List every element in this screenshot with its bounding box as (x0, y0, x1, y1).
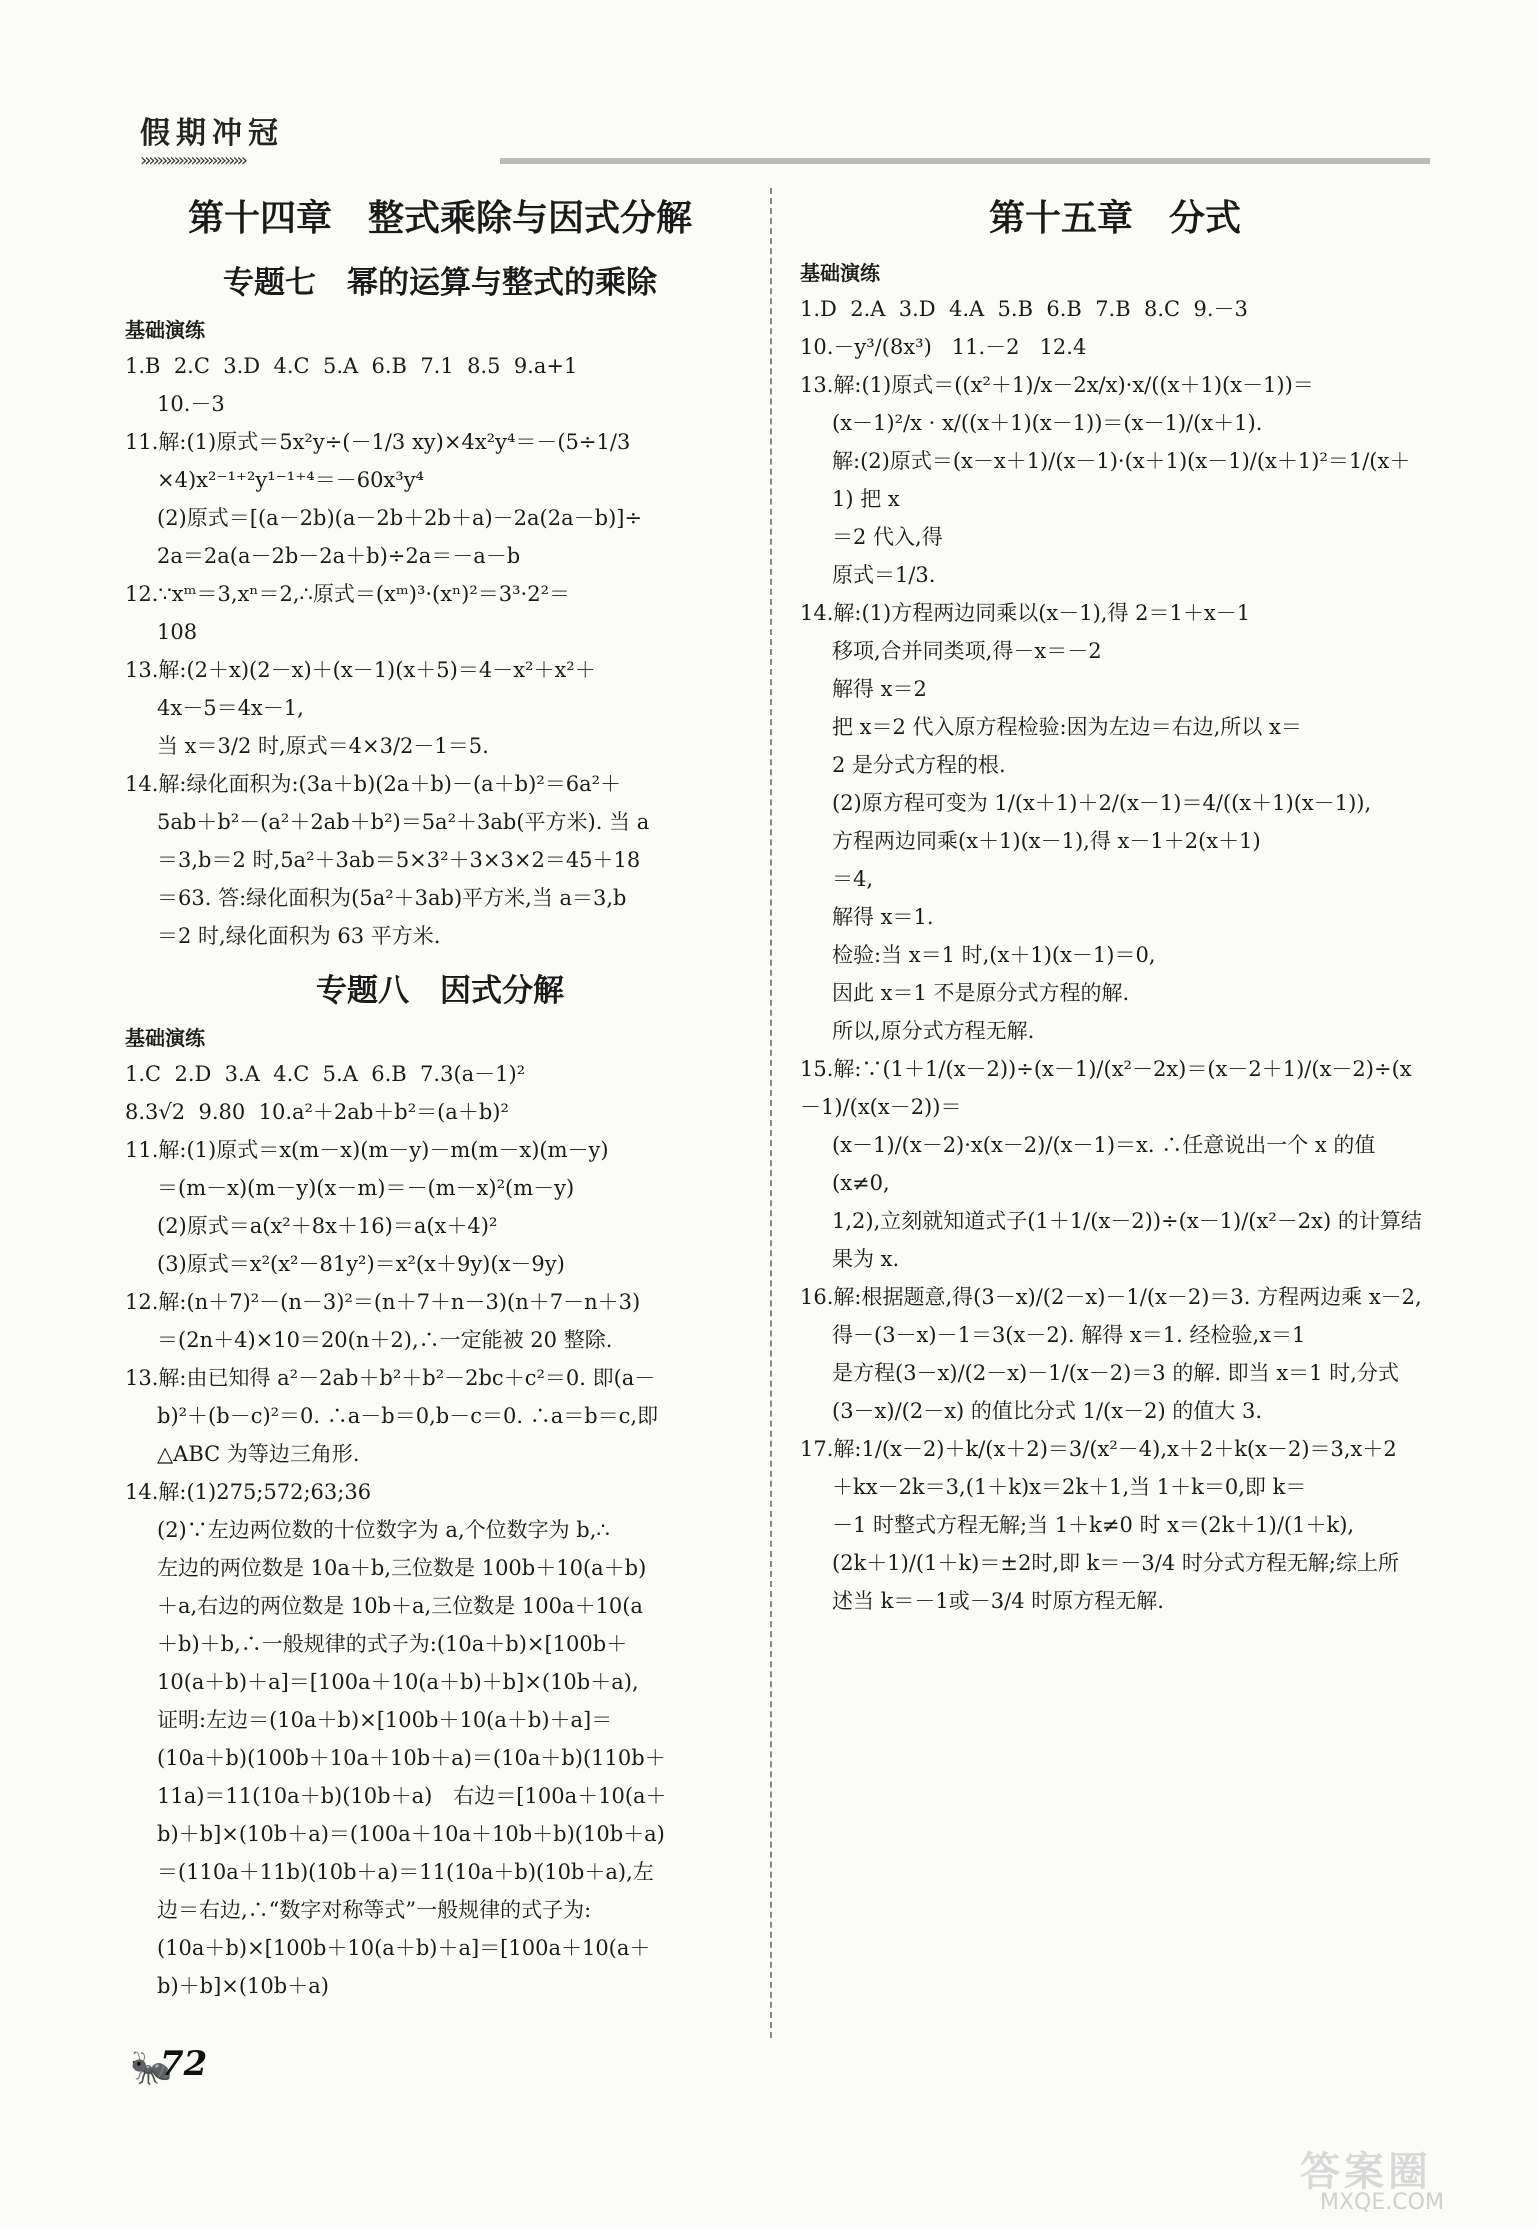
topic-8-section-label: 基础演练 (125, 1026, 205, 1050)
answer-line: 14.解:绿化面积为:(3a＋b)(2a＋b)－(a＋b)²＝6a²＋ (125, 772, 622, 796)
answer-line: 移项,合并同类项,得－x＝－2 (832, 639, 1102, 663)
answer-line: ＋a,右边的两位数是 10b＋a,三位数是 100a＋10(a (157, 1594, 643, 1618)
answer-line: 11a)＝11(10a＋b)(10b＋a) 右边＝[100a＋10(a＋ (157, 1784, 667, 1808)
answer-line: 1.D 2.A 3.D 4.A 5.B 6.B 7.B 8.C 9.－3 (800, 297, 1248, 321)
answer-line: 11.解:(1)原式＝5x²y÷(－1/3 xy)×4x²y⁴＝－(5÷1/3 (125, 430, 631, 454)
answer-line: (3－x)/(2－x) 的值比分式 1/(x－2) 的值大 3. (832, 1399, 1263, 1423)
answer-line: 108 (157, 620, 198, 644)
answer-line: b)＋b]×(10b＋a)＝(100a＋10a＋10b＋b)(10b＋a) (157, 1822, 665, 1846)
answer-line: 13.解:(2＋x)(2－x)＋(x－1)(x＋5)＝4－x²＋x²＋ (125, 658, 596, 682)
answer-line: 14.解:(1)275;572;63;36 (125, 1480, 372, 1504)
answer-line: 所以,原分式方程无解. (832, 1019, 1035, 1043)
answer-line: ＝2 时,绿化面积为 63 平方米. (157, 924, 441, 948)
answer-line: ＝(2n＋4)×10＝20(n＋2),∴一定能被 20 整除. (157, 1328, 613, 1352)
answer-line: ＝(m－x)(m－y)(x－m)＝－(m－x)²(m－y) (157, 1176, 575, 1200)
page-number-badge (130, 2038, 220, 2098)
answer-line: 检验:当 x＝1 时,(x＋1)(x－1)＝0, (832, 943, 1156, 967)
chapter-15-title: 第十五章 分式 (988, 198, 1241, 239)
answer-line: 2a＝2a(a－2b－2a＋b)÷2a＝－a－b (157, 544, 521, 568)
answer-line: 12.∵xᵐ＝3,xⁿ＝2,∴原式＝(xᵐ)³·(xⁿ)²＝3³·2²＝ (125, 582, 571, 606)
answer-line: (2)原式＝a(x²＋8x＋16)＝a(x＋4)² (157, 1214, 498, 1238)
answer-line: b)²＋(b－c)²＝0. ∴a－b＝0,b－c＝0. ∴a＝b＝c,即 (157, 1404, 659, 1428)
answer-line: 边＝右边,∴“数字对称等式”一般规律的式子为: (157, 1898, 592, 1922)
ant-mascot-icon: 🐜 (130, 2048, 173, 2088)
answer-line: 方程两边同乘(x＋1)(x－1),得 x－1＋2(x＋1) (832, 829, 1261, 853)
answer-line: 1,2),立刻就知道式子(1＋1/(x－2))÷(x－1)/(x²－2x) 的计算结 (832, 1209, 1422, 1233)
answer-line: 果为 x. (832, 1247, 900, 1271)
header-rule (500, 158, 1430, 164)
answer-line: ＝4, (832, 867, 874, 891)
answer-line: ＝3,b＝2 时,5a²＋3ab＝5×3²＋3×3×2＝45＋18 (157, 848, 641, 872)
answer-line: ＝63. 答:绿化面积为(5a²＋3ab)平方米,当 a＝3,b (157, 886, 627, 910)
answer-line: 5ab＋b²－(a²＋2ab＋b²)＝5a²＋3ab(平方米). 当 a (157, 810, 650, 834)
answer-line: 解得 x＝1. (832, 905, 934, 929)
watermark-url: MXQE.COM (1320, 2190, 1444, 2215)
answer-line: 左边的两位数是 10a＋b,三位数是 100b＋10(a＋b) (157, 1556, 647, 1580)
answer-line: 8.3√2 9.80 10.a²＋2ab＋b²＝(a＋b)² (125, 1100, 509, 1124)
answer-line: 10(a＋b)＋a]＝[100a＋10(a＋b)＋b]×(10b＋a), (157, 1670, 639, 1694)
answer-line: (2)∵左边两位数的十位数字为 a,个位数字为 b,∴ (157, 1518, 610, 1542)
chapter-15-section-label: 基础演练 (800, 261, 880, 285)
watermark-logo: 答案圈 (1300, 2149, 1432, 2195)
answer-line: 17.解:1/(x－2)＋k/(x＋2)＝3/(x²－4),x＋2＋k(x－2)＝3,x＋2 (800, 1437, 1397, 1461)
answer-line: 10.－y³/(8x³) 11.－2 12.4 (800, 335, 1087, 359)
answer-line: ＋b)＋b,∴一般规律的式子为:(10a＋b)×[100b＋ (157, 1632, 628, 1656)
answer-line: 是方程(3－x)/(2－x)－1/(x－2)＝3 的解. 即当 x＝1 时,分式 (832, 1361, 1399, 1385)
answer-line: 解得 x＝2 (832, 677, 927, 701)
answer-line: (2)原方程可变为 1/(x＋1)＋2/(x－1)＝4/((x＋1)(x－1)), (832, 791, 1372, 815)
answer-line: 13.解:(1)原式＝((x²＋1)/x－2x/x)·x/((x＋1)(x－1))＝ (800, 373, 1314, 397)
page-header (140, 108, 1430, 171)
answer-line: △ABC 为等边三角形. (157, 1442, 360, 1466)
answer-line: (3)原式＝x²(x²－81y²)＝x²(x＋9y)(x－9y) (157, 1252, 565, 1276)
topic-7-answers (125, 347, 755, 955)
answer-line: (10a＋b)(100b＋10a＋10b＋a)＝(10a＋b)(110b＋ (157, 1746, 666, 1770)
page-number: 72 (160, 2044, 208, 2084)
answer-line: 1.C 2.D 3.A 4.C 5.A 6.B 7.3(a－1)² (125, 1062, 526, 1086)
answer-line: 11.解:(1)原式＝x(m－x)(m－y)－m(m－x)(m－y) (125, 1138, 609, 1162)
brand-title: 假期冲冠 (140, 116, 284, 151)
answer-line: 13.解:由已知得 a²－2ab＋b²＋b²－2bc＋c²＝0. 即(a－ (125, 1366, 656, 1390)
answer-line: 述当 k＝－1或－3/4 时原方程无解. (832, 1589, 1164, 1613)
answer-line: b)＋b]×(10b＋a) (157, 1974, 329, 1998)
right-column (800, 190, 1430, 1620)
column-divider (770, 188, 772, 2038)
answer-line: 2 是分式方程的根. (832, 753, 1006, 777)
chapter-15-answers (800, 290, 1430, 1620)
answer-line: 16.解:根据题意,得(3－x)/(2－x)－1/(x－2)＝3. 方程两边乘 x－2, (800, 1285, 1422, 1309)
answer-line: 因此 x＝1 不是原分式方程的解. (832, 981, 1130, 1005)
answer-line: 把 x＝2 代入原方程检验:因为左边＝右边,所以 x＝ (832, 715, 1302, 739)
answer-line: 原式＝1/3. (832, 563, 936, 587)
left-column (125, 190, 755, 2005)
answer-line: －1 时整式方程无解;当 1＋k≠0 时 x＝(2k＋1)/(1＋k), (832, 1513, 1355, 1537)
topic-8-answers (125, 1055, 755, 2005)
answer-line: ＝(110a＋11b)(10b＋a)＝11(10a＋b)(10b＋a),左 (157, 1860, 654, 1884)
answer-line: (2)原式＝[(a－2b)(a－2b＋2b＋a)－2a(2a－b)]÷ (157, 506, 643, 530)
answer-line: (10a＋b)×[100b＋10(a＋b)＋a]＝[100a＋10(a＋ (157, 1936, 651, 1960)
answer-line: 4x－5＝4x－1, (157, 696, 304, 720)
answer-line: 12.解:(n＋7)²－(n－3)²＝(n＋7＋n－3)(n＋7－n＋3) (125, 1290, 641, 1314)
topic-8-title: 专题八 因式分解 (316, 973, 564, 1009)
answer-line: ＋kx－2k＝3,(1＋k)x＝2k＋1,当 1＋k＝0,即 k＝ (832, 1475, 1307, 1499)
answer-line: 1.B 2.C 3.D 4.C 5.A 6.B 7.1 8.5 9.a+1 (125, 354, 578, 378)
answer-line: 解:(2)原式＝(x－x＋1)/(x－1)·(x＋1)(x－1)/(x＋1)²＝1/(x＋1) 把 x (832, 449, 1411, 511)
answer-line: (x－1)/(x－2)·x(x－2)/(x－1)＝x. ∴任意说出一个 x 的值(x≠0, (832, 1133, 1376, 1195)
answer-line: (x－1)²/x · x/((x＋1)(x－1))＝(x－1)/(x＋1). (832, 411, 1263, 435)
topic-7-title: 专题七 幂的运算与整式的乘除 (223, 265, 657, 301)
answer-line: ＝2 代入,得 (832, 525, 943, 549)
answer-line: ×4)x²⁻¹⁺²y¹⁻¹⁺⁴＝－60x³y⁴ (157, 468, 424, 492)
answer-line: 得－(3－x)－1＝3(x－2). 解得 x＝1. 经检验,x＝1 (832, 1323, 1306, 1347)
watermark (1300, 2140, 1530, 2220)
topic-7-section-label: 基础演练 (125, 318, 205, 342)
chapter-14-title: 第十四章 整式乘除与因式分解 (187, 198, 692, 239)
answer-line: 证明:左边＝(10a＋b)×[100b＋10(a＋b)＋a]＝ (157, 1708, 613, 1732)
answer-line: (2k＋1)/(1＋k)＝±2时,即 k＝－3/4 时分式方程无解;综上所 (832, 1551, 1399, 1575)
answer-line: 15.解:∵(1＋1/(x－2))÷(x－1)/(x²－2x)＝(x－2＋1)/(x－2)÷(x－1)/(x(x－2))＝ (800, 1057, 1412, 1119)
answer-line: 14.解:(1)方程两边同乘以(x－1),得 2＝1＋x－1 (800, 601, 1251, 625)
answer-line: 10.－3 (157, 392, 225, 416)
chevron-decoration: ››››››››››››››››››››››››› (140, 150, 245, 171)
answer-line: 当 x＝3/2 时,原式＝4×3/2－1＝5. (157, 734, 489, 758)
